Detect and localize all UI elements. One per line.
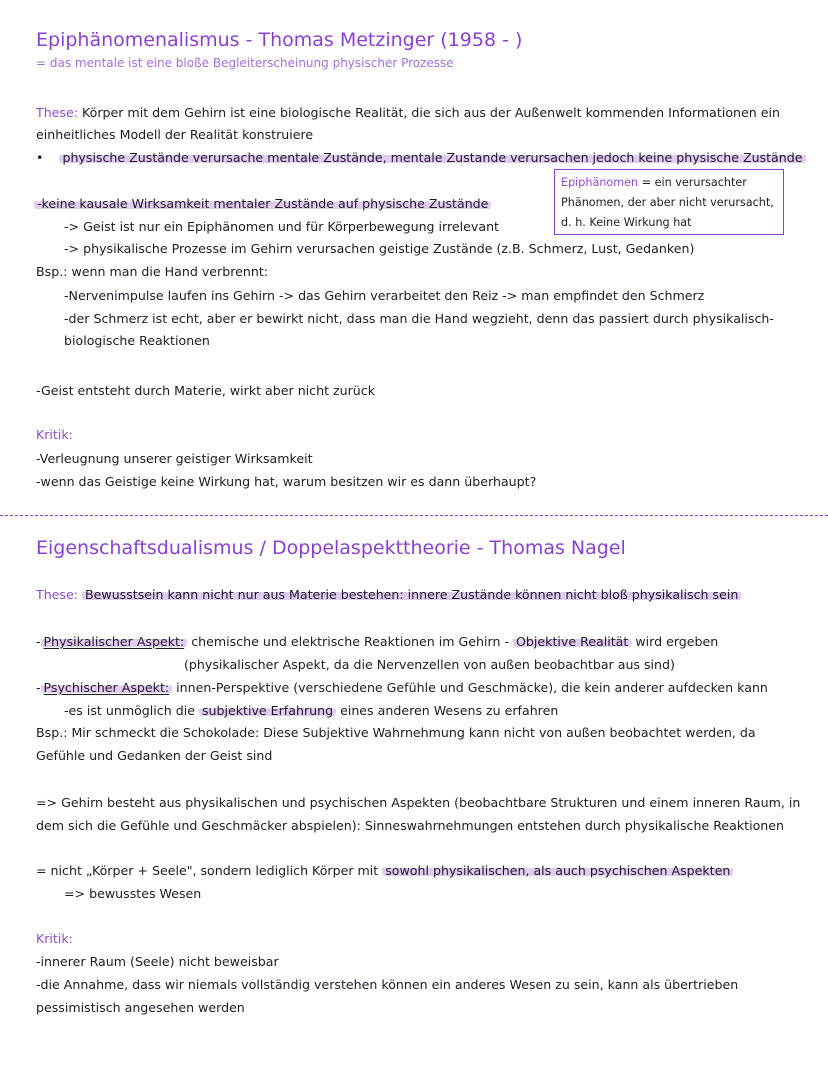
objective-reality: Objektive Realität xyxy=(513,634,631,649)
arrow-point-1: -> Geist ist nur ein Epiphänomen und für Körperbewegung irrelevant xyxy=(64,219,499,234)
koerper-line: = nicht „Körper + Seele", sondern lediglich Körper mit sowohl physikalischen, als auch psychischen Aspekten xyxy=(36,862,733,879)
bullet-text: physische Zustände verursache mentale Zustände, mentale Zustande verursachen jedoch keine physische Zustände xyxy=(59,150,805,165)
bullet-icon: • xyxy=(36,150,44,165)
definition-term: Epiphänomen xyxy=(561,176,639,189)
psych-sub-line: -es ist unmöglich die subjektive Erfahrung eines anderen Wesens zu erfahren xyxy=(64,703,559,718)
kritik1-line-1: -Verleugnung unserer geistiger Wirksamkeit xyxy=(36,451,313,466)
phys-aspect-line-2: (physikalischer Aspekt, da die Nervenzellen von außen beobachtbar aus sind) xyxy=(184,657,675,672)
bewusst-line: => bewusstes Wesen xyxy=(64,886,202,901)
example2-line-2: Gefühle und Gedanken der Geist sind xyxy=(36,748,273,763)
subjective-experience: subjektive Erfahrung xyxy=(199,703,336,718)
arrow-point-2: -> physikalische Prozesse im Gehirn verursachen geistige Zustände (z.B. Schmerz, Lust, Gedanken) xyxy=(64,241,695,256)
psych-aspect-label: Psychischer Aspekt: xyxy=(41,680,173,695)
conclusion-line-1: => Gehirn besteht aus physikalischen und psychischen Aspekten (beobachtbare Strukturen und einem inneren Raum, in xyxy=(36,795,801,810)
these2-label: These: xyxy=(36,587,78,602)
geist-line: -Geist entsteht durch Materie, wirkt aber nicht zurück xyxy=(36,383,375,398)
section2-these xyxy=(36,586,741,603)
phys-aspect-line: - Physikalischer Aspekt: chemische und elektrische Reaktionen im Gehirn - Objektive Realität wird ergeben xyxy=(36,634,719,649)
aspects-highlight: sowohl physikalischen, als auch psychischen Aspekten xyxy=(382,863,733,878)
section1-subtitle: = das mentale ist eine bloße Begleiterscheinung physischer Prozesse xyxy=(36,56,454,70)
kritik1-line-2: -wenn das Geistige keine Wirkung hat, warum besitzen wir es dann überhaupt? xyxy=(36,474,537,489)
kritik-label-2: Kritik: xyxy=(36,931,73,946)
section1-these-line2: einheitliches Modell der Realität konstruiere xyxy=(36,127,314,142)
bullet-item xyxy=(36,149,806,166)
definition-text: = ein verursachter Phänomen, der aber nicht verursacht, d. h. Keine Wirkung hat xyxy=(561,176,774,229)
psych-aspect-line: - Psychischer Aspekt: innen-Perspektive (verschiedene Gefühle und Geschmäcke), die kein anderer aufdecken kann xyxy=(36,680,768,695)
definition-box xyxy=(554,169,784,235)
example2-line-1: Bsp.: Mir schmeckt die Schokolade: Diese Subjektive Wahrnehmung kann nicht von außen beobachtet werden, da xyxy=(36,725,756,740)
kritik-label-1: Kritik: xyxy=(36,427,73,442)
example-intro: Bsp.: wenn man die Hand verbrennt: xyxy=(36,264,269,279)
example-line-1: -Nervenimpulse laufen ins Gehirn -> das Gehirn verarbeitet den Reiz -> man empfindet den Schmerz xyxy=(64,288,705,303)
conclusion-line-2: dem sich die Gefühle und Geschmäcker abspielen): Sinneswahrnehmungen entstehen durch physikalische Reaktionen xyxy=(36,818,784,833)
kritik2-line-3: pessimistisch angesehen werden xyxy=(36,1000,245,1015)
example-line-2: -der Schmerz ist echt, aber er bewirkt nicht, dass man die Hand wegzieht, denn das passiert durch physikalisch- xyxy=(64,311,774,326)
kritik2-line-1: -innerer Raum (Seele) nicht beweisbar xyxy=(36,954,279,969)
section1-title: Epiphänomenalismus - Thomas Metzinger (1958 - ) xyxy=(36,29,523,51)
these-text: Körper mit dem Gehirn ist eine biologische Realität, die sich aus der Außenwelt kommenden Informationen ein xyxy=(77,105,780,120)
section-divider xyxy=(0,515,828,516)
kritik2-line-2: -die Annahme, dass wir niemals vollständig verstehen können ein anderes Wesen zu sein, kann als übertrieben xyxy=(36,977,739,992)
section1-these-line1 xyxy=(36,104,780,121)
these2-text: Bewusstsein kann nicht nur aus Materie bestehen: innere Zustände können nicht bloß physikalisch sein xyxy=(82,587,741,602)
example-line-3: biologische Reaktionen xyxy=(64,333,210,348)
these-label: These: xyxy=(36,105,78,120)
phys-aspect-label: Physikalischer Aspekt: xyxy=(41,634,188,649)
section2-title: Eigenschaftsdualismus / Doppelaspekttheorie - Thomas Nagel xyxy=(36,537,626,559)
kausal-heading: -keine kausale Wirksamkeit mentaler Zustände auf physische Zustände xyxy=(34,195,491,212)
